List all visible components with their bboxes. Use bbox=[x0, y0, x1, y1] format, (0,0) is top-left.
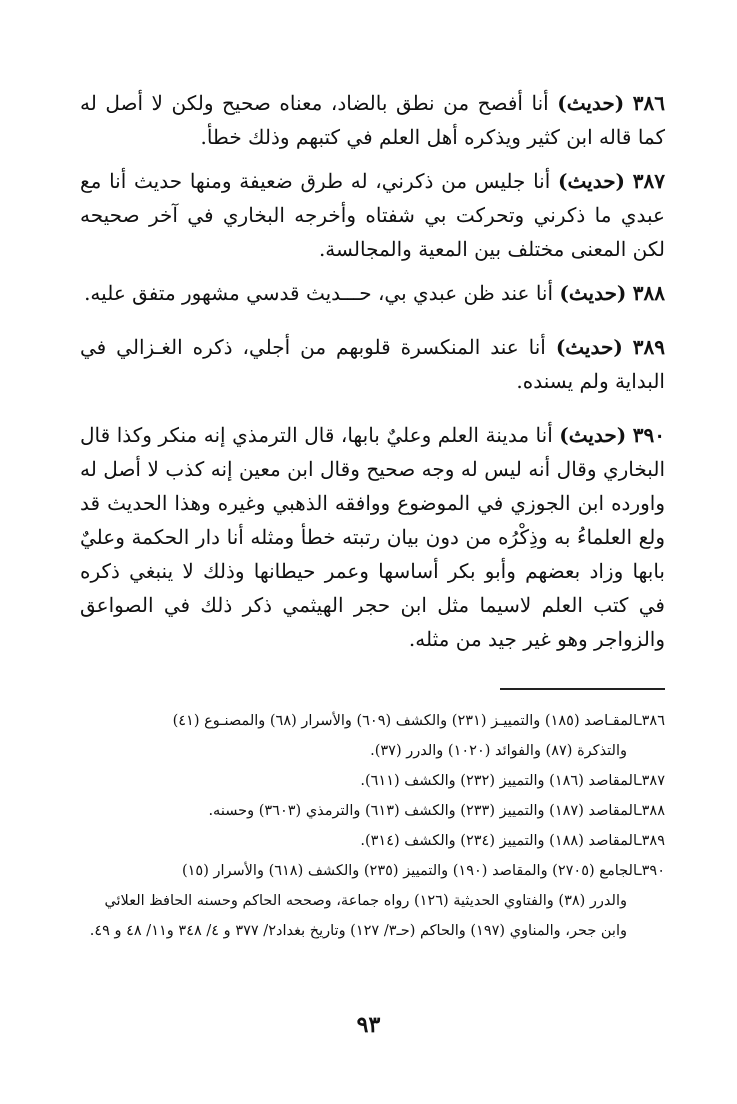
entry-keyword: (حديث) bbox=[557, 91, 625, 115]
footnote-continuation: والتذكرة (٨٧) والفوائد (١٠٢٠) والدرر (٣٧). bbox=[370, 743, 627, 759]
footnote-390 bbox=[80, 856, 665, 946]
entry-text: أنا عند ظن عبدي بي، حـــديث قدسي مشهور متفق عليه. bbox=[84, 281, 554, 305]
main-text bbox=[80, 86, 665, 666]
hadith-entry-386 bbox=[80, 86, 665, 154]
entry-keyword: (حديث) bbox=[559, 281, 627, 305]
footnote-text: المقاصد (١٨٨) والتمييز (٢٣٤) والكشف (٣١٤). bbox=[360, 833, 638, 849]
entry-number: ٣٨٧ bbox=[632, 169, 665, 193]
footnote-number: ٣٨٦ـ bbox=[637, 713, 665, 729]
footnote-text: المقاصد (١٨٦) والتمييز (٢٣٢) والكشف (٦١١). bbox=[360, 773, 638, 789]
footnote-text: المقاصد (١٨٧) والتمييز (٢٣٣) والكشف (٦١٣) والترمذي (٣٦٠٣) وحسنه. bbox=[208, 803, 638, 819]
entry-keyword: (حديث) bbox=[558, 169, 626, 193]
footnote-number: ٣٨٩ـ bbox=[637, 833, 665, 849]
entry-number: ٣٨٨ bbox=[632, 281, 665, 305]
footnote-387 bbox=[80, 766, 665, 796]
entry-keyword: (حديث) bbox=[555, 335, 623, 359]
footnote-number: ٣٨٧ـ bbox=[637, 773, 665, 789]
entry-keyword: (حديث) bbox=[559, 423, 627, 447]
footnote-389 bbox=[80, 826, 665, 856]
footnote-divider bbox=[500, 688, 665, 690]
footnotes bbox=[80, 706, 665, 946]
entry-text: أنا جليس من ذكرني، له طرق ضعيفة ومنها حديث أنا مع عبدي ما ذكرني وتحركت بي شفتاه وأخرجه البخاري في آخر صحيحه لكن المعنى مختلف بين المعية والمجالسة. bbox=[80, 169, 665, 261]
hadith-entry-387 bbox=[80, 164, 665, 266]
footnote-number: ٣٨٨ـ bbox=[637, 803, 665, 819]
entry-number: ٣٨٦ bbox=[632, 91, 666, 115]
footnote-386 bbox=[80, 706, 665, 766]
page-number: ٩٣ bbox=[356, 1012, 381, 1038]
footnote-text: المقـاصد (١٨٥) والتمييـز (٢٣١) والكشف (٦٠٩) والأسرار (٦٨) والمصنـوع (٤١) bbox=[172, 713, 638, 729]
footnote-number: ٣٩٠ـ bbox=[637, 863, 665, 879]
entry-text: أنا أفصح من نطق بالضاد، معناه صحيح ولكن لا أصل له كما قاله ابن كثير ويذكره أهل العلم في كتبهم وذلك خطأ. bbox=[80, 91, 665, 149]
footnote-continuation: والدرر (٣٨) والفتاوي الحديثية (١٢٦) رواه جماعة، وصححه الحاكم وحسنه الحافظ العلائي وابن جحر، والمناوي (١٩٧) والحاكم (حـ٣/ ١٢٧) وتاريخ بغداد٢/ ٣٧٧ و ٤/ ٣٤٨ و١١/ ٤٨ و ٤٩. bbox=[89, 893, 627, 939]
entry-number: ٣٨٩ bbox=[632, 335, 665, 359]
footnote-text: الجامع (٢٧٠٥) والمقاصد (١٩٠) والتمييز (٢٣٥) والكشف (٦١٨) والأسرار (١٥) bbox=[181, 863, 638, 879]
hadith-entry-389 bbox=[80, 330, 665, 398]
footnote-388 bbox=[80, 796, 665, 826]
hadith-entry-388 bbox=[80, 276, 665, 310]
entry-text: أنا عند المنكسرة قلوبهم من أجلي، ذكره الغـزالي في البداية ولم يسنده. bbox=[80, 335, 665, 393]
entry-text: أنا مدينة العلم وعليٌ بابها، قال الترمذي إنه منكر وكذا قال البخاري وقال أنه ليس له وجه صحيح وقال ابن معين إنه كذب لا أصل له واورده ابن الجوزي في الموضوع ووافقه الذهبي وغيره وهذا الحديث قد ولع العلماءُ به وذِكْرُه من دون بيان رتبته خطأ ومثله أنا دار الحكمة وعليٌ بابها وزاد بعضهم وأبو بكر أساسها وعمر حيطانها وذلك لا ينبغي ذكره في كتب العلم لاسيما مثل ابن حجر الهيثمي ذكر ذلك في الصواعق والزواجر وهو غير جيد من مثله. bbox=[80, 423, 665, 651]
hadith-entry-390 bbox=[80, 418, 665, 656]
entry-number: ٣٩٠ bbox=[632, 423, 666, 447]
